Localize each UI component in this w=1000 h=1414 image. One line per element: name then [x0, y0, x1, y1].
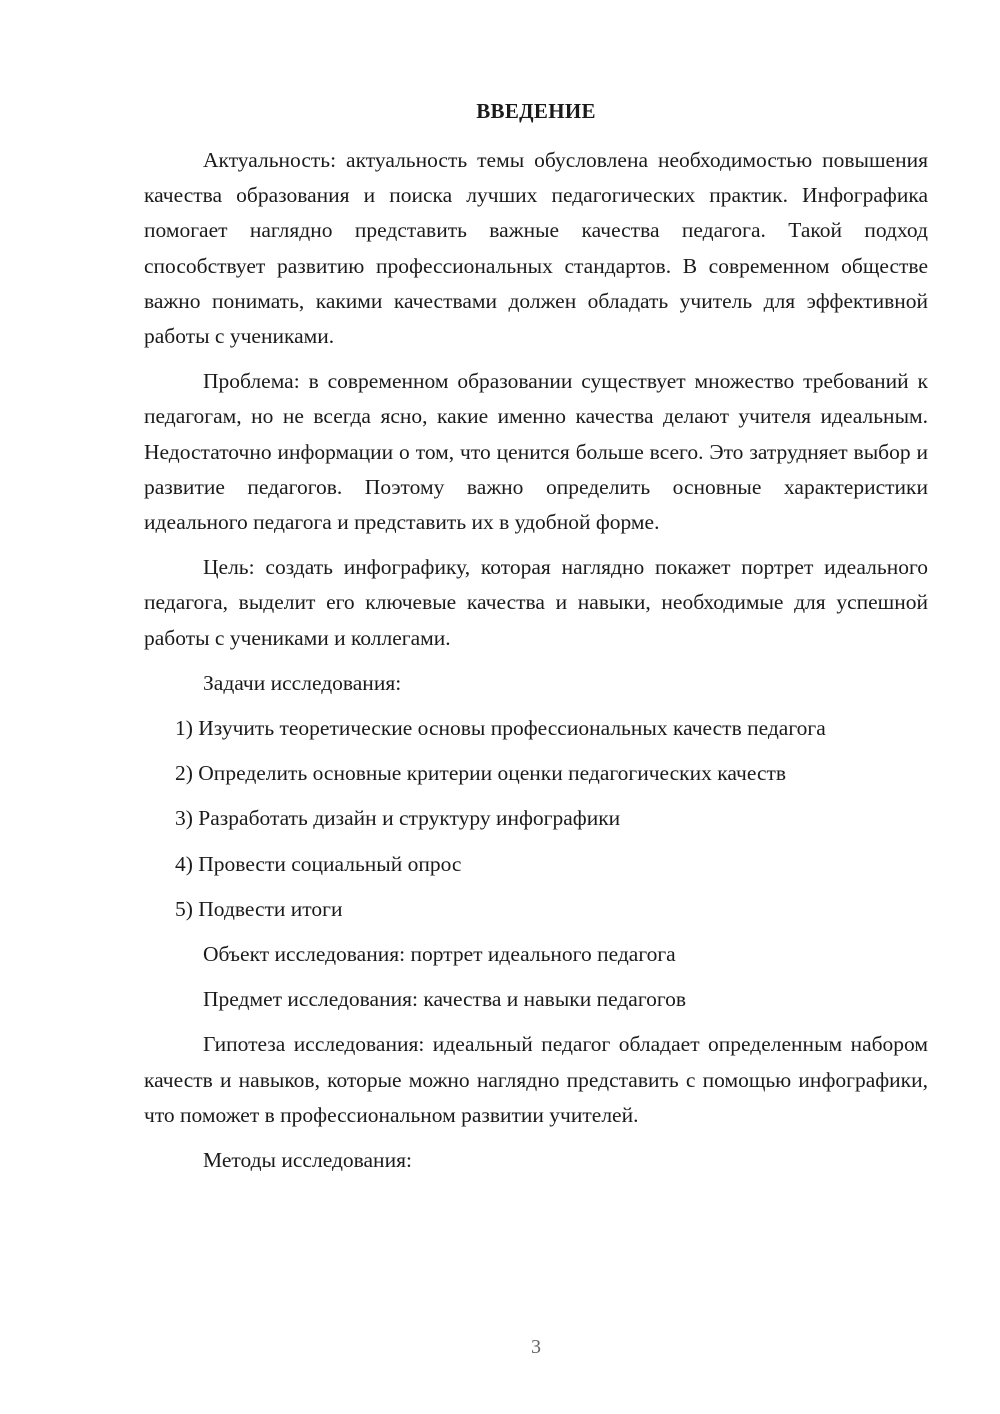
goal-paragraph: Цель: создать инфографику, которая наглядно покажет портрет идеального педагога, выделит его ключевые качества и навыки, необходимые для успешной работы с учениками и коллегами. — [144, 555, 928, 650]
hypothesis-paragraph: Гипотеза исследования: идеальный педагог обладает определенным набором качеств и навыков, которые можно наглядно представить с помощью инфографики, что поможет в профессиональном развитии учителей. — [144, 1032, 928, 1127]
tasks-list — [144, 711, 928, 927]
page-number: 3 — [531, 1336, 541, 1358]
section-title: ВВЕДЕНИЕ — [476, 99, 596, 123]
task-item-3: 3) Разработать дизайн и структуру инфографики — [175, 806, 621, 831]
document-page — [144, 0, 928, 1414]
task-item-2: 2) Определить основные критерии оценки педагогических качеств — [175, 761, 787, 786]
relevance-paragraph: Актуальность: актуальность темы обусловлена необходимостью повышения качества образования и поиска лучших педагогических практик. Инфографика помогает наглядно представить важные качества педагога. Такой подход способствует развитию профессиональных стандартов. В современном обществе важно понимать, какими качествами должен обладать учитель для эффективной работы с учениками. — [144, 148, 928, 349]
methods-heading: Методы исследования: — [203, 1148, 412, 1173]
subject-paragraph: Предмет исследования: качества и навыки педагогов — [203, 987, 687, 1012]
object-paragraph: Объект исследования: портрет идеального педагога — [203, 942, 676, 967]
problem-paragraph: Проблема: в современном образовании существует множество требований к педагогам, но не всегда ясно, какие именно качества делают учителя идеальным. Недостаточно информации о том, что ценится больше всего. Это затрудняет выбор и развитие педагогов. Поэтому важно определить основные характеристики идеального педагога и представить их в удобной форме. — [144, 369, 928, 535]
task-item-5: 5) Подвести итоги — [175, 896, 343, 921]
task-item-1: 1) Изучить теоретические основы профессиональных качеств педагога — [175, 716, 826, 741]
document-body — [144, 143, 928, 1188]
tasks-heading: Задачи исследования: — [203, 670, 402, 695]
task-item-4: 4) Провести социальный опрос — [175, 851, 462, 876]
